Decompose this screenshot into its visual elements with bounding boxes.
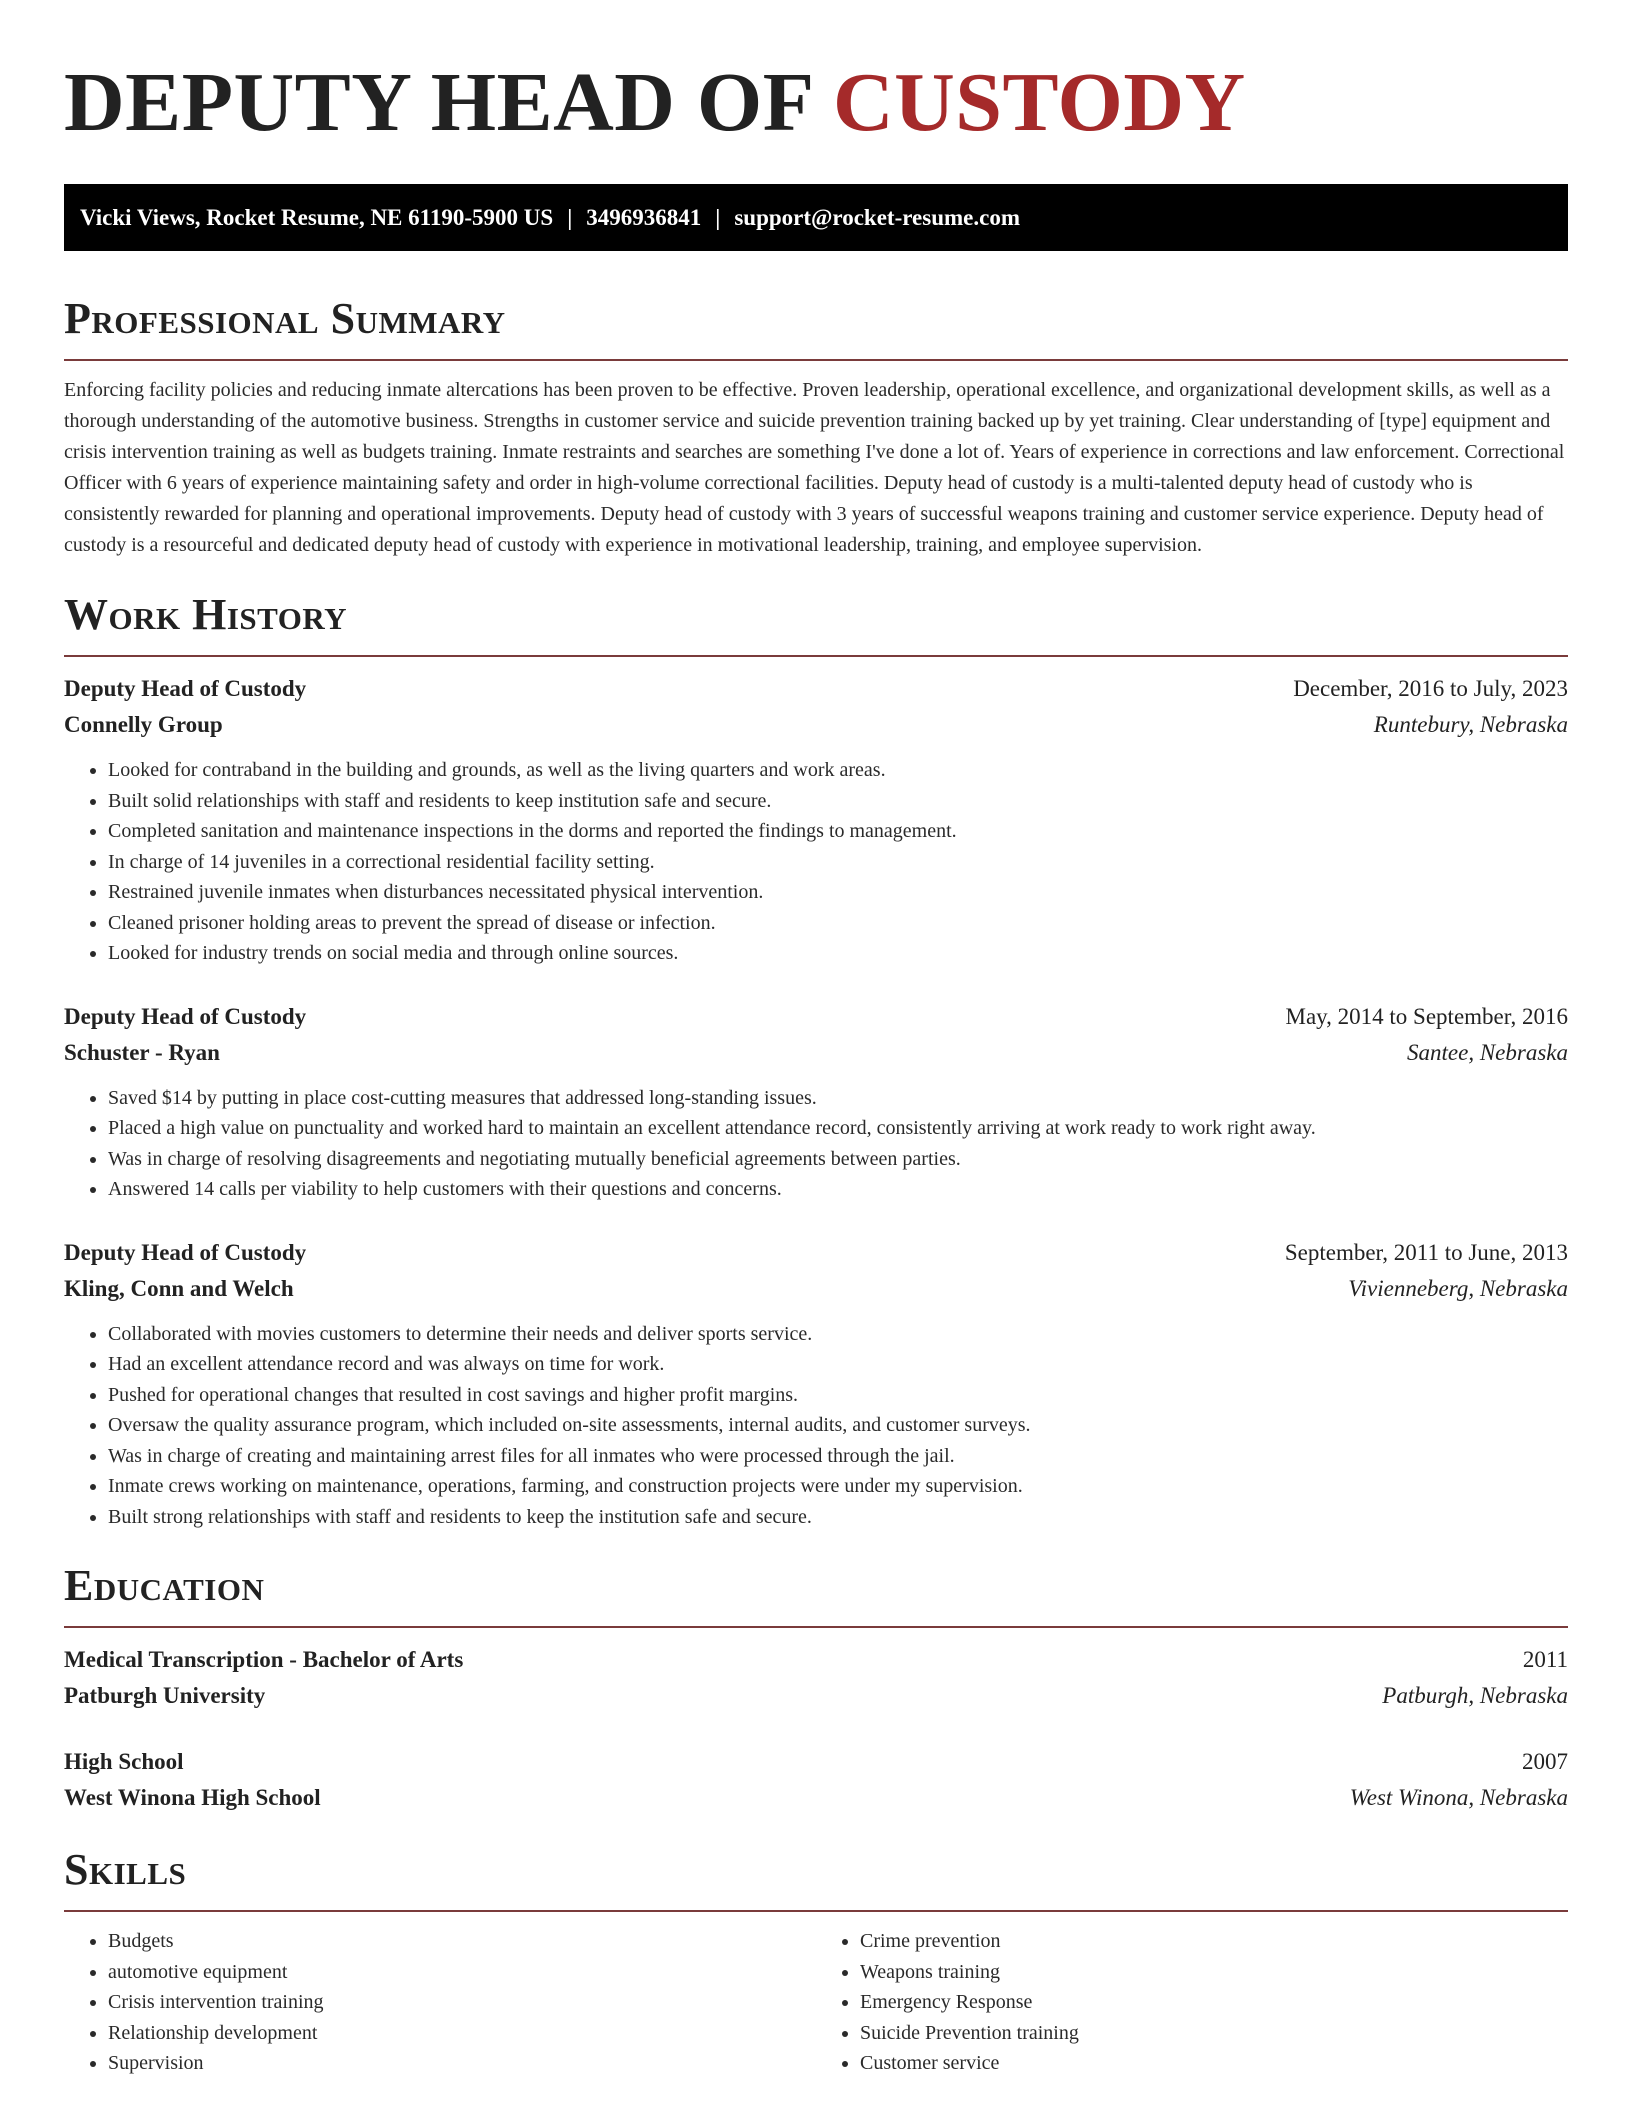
- resume-title-accent: CUSTODY: [832, 56, 1246, 149]
- skills-heading: Skills: [64, 1845, 187, 1894]
- education-school: West Winona High School: [64, 1785, 321, 1810]
- job-duty-item: • Oversaw the quality assurance program, which included on-site assessments, internal audits, and customer surveys.: [108, 1410, 1568, 1441]
- job-duty-item: • Looked for industry trends on social media and through online sources.: [108, 938, 1568, 969]
- job-title: Deputy Head of Custody: [64, 1003, 307, 1029]
- skills-column-left: [64, 1916, 816, 2079]
- contact-address: Vicki Views, Rocket Resume, NE 61190-5900 US: [80, 204, 554, 230]
- summary-heading: Professional Summary: [64, 294, 506, 343]
- job-company: Kling, Conn and Welch: [64, 1275, 294, 1301]
- summary-section: [64, 295, 1568, 561]
- job-duties-list: [64, 755, 1568, 969]
- job-duty-item: • Was in charge of resolving disagreements and negotiating mutually beneficial agreements between parties.: [108, 1144, 1568, 1175]
- skill-item: • Crisis intervention training: [108, 1987, 816, 2018]
- education-header-row: [64, 1744, 1568, 1780]
- skill-item: • Supervision: [108, 2048, 816, 2079]
- skill-item: • Emergency Response: [860, 1987, 1568, 2018]
- job-company: Schuster - Ryan: [64, 1039, 220, 1065]
- job-dates: May, 2014 to September, 2016: [1285, 1003, 1568, 1029]
- job-header-row: [64, 1235, 1568, 1271]
- education-list: [64, 1642, 1568, 1816]
- section-divider: [64, 1626, 1568, 1628]
- section-divider: [64, 1910, 1568, 1912]
- section-divider: [64, 655, 1568, 657]
- job-duty-item: • Built strong relationships with staff and residents to keep the institution safe and secure.: [108, 1502, 1568, 1533]
- education-school-row: [64, 1678, 1568, 1714]
- contact-separator: |: [715, 204, 721, 230]
- work-history-heading: Work History: [64, 590, 348, 639]
- skills-list-left: [64, 1926, 816, 2079]
- job-duty-item: • Had an excellent attendance record and was always on time for work.: [108, 1349, 1568, 1380]
- skill-item: • Budgets: [108, 1926, 816, 1957]
- job-location: Runtebury, Nebraska: [1373, 712, 1568, 737]
- job-company-row: [64, 1035, 1568, 1071]
- resume-title: [64, 56, 1568, 150]
- job-duty-item: • In charge of 14 juveniles in a correctional residential facility setting.: [108, 847, 1568, 878]
- contact-separator: |: [567, 204, 573, 230]
- education-school-row: [64, 1780, 1568, 1816]
- skill-item: • Suicide Prevention training: [860, 2018, 1568, 2049]
- education-entry: [64, 1642, 1568, 1714]
- job-entry: [64, 671, 1568, 969]
- skills-grid: [64, 1916, 1568, 2079]
- summary-text: Enforcing facility policies and reducing inmate altercations has been proven to be effective. Proven leadership, operational excellence, and organizational development skills, as well as a thorough understanding of the automotive business. Strengths in customer service and suicide prevention training backed up by yet training. Clear understanding of [type] equipment and crisis intervention training as well as budgets training. Inmate restraints and searches are something I've done a lot of. Years of experience in corrections and law enforcement. Correctional Officer with 6 years of experience maintaining safety and order in high-volume correctional facilities. Deputy head of custody is a multi-talented deputy head of custody who is consistently rewarded for planning and operational improvements. Deputy head of custody with 3 years of successful weapons training and customer service experience. Deputy head of custody is a resourceful and dedicated deputy head of custody with experience in motivational leadership, training, and employee supervision.: [64, 379, 1565, 556]
- job-location: Santee, Nebraska: [1407, 1039, 1568, 1065]
- jobs-list: [64, 671, 1568, 1532]
- skill-item: • automotive equipment: [108, 1957, 816, 1988]
- job-title: Deputy Head of Custody: [64, 676, 307, 701]
- job-duty-item: • Restrained juvenile inmates when disturbances necessitated physical intervention.: [108, 877, 1568, 908]
- job-duty-item: • Inmate crews working on maintenance, operations, farming, and construction projects were under my supervision.: [108, 1471, 1568, 1502]
- job-header-row: [64, 671, 1568, 707]
- education-year: 2011: [1522, 1647, 1568, 1672]
- skills-section: [64, 1846, 1568, 2079]
- job-duty-item: • Looked for contraband in the building and grounds, as well as the living quarters and work areas.: [108, 755, 1568, 786]
- job-duty-item: • Saved $14 by putting in place cost-cutting measures that addressed long-standing issues.: [108, 1083, 1568, 1114]
- job-entry: [64, 999, 1568, 1205]
- section-divider: [64, 359, 1568, 361]
- skill-item: • Customer service: [860, 2048, 1568, 2079]
- skill-item: • Crime prevention: [860, 1926, 1568, 1957]
- job-duty-item: • Built solid relationships with staff and residents to keep institution safe and secure.: [108, 786, 1568, 817]
- contact-phone: 3496936841: [586, 204, 702, 230]
- job-duty-item: • Was in charge of creating and maintaining arrest files for all inmates who were processed through the jail.: [108, 1441, 1568, 1472]
- job-entry: [64, 1235, 1568, 1533]
- job-duty-item: • Placed a high value on punctuality and worked hard to maintain an excellent attendance record, consistently arriving at work ready to work right away.: [108, 1113, 1568, 1144]
- education-heading: Education: [64, 1561, 265, 1610]
- skill-item: • Relationship development: [108, 2018, 816, 2049]
- job-company-row: [64, 707, 1568, 743]
- job-duty-item: • Answered 14 calls per viability to help customers with their questions and concerns.: [108, 1174, 1568, 1205]
- skills-column-right: [816, 1916, 1568, 2079]
- skills-list-right: [816, 1926, 1568, 2079]
- education-year: 2007: [1522, 1749, 1568, 1774]
- education-degree: Medical Transcription - Bachelor of Arts: [64, 1647, 464, 1672]
- education-section: [64, 1562, 1568, 1816]
- job-dates: September, 2011 to June, 2013: [1284, 1239, 1568, 1265]
- resume-title-main: DEPUTY HEAD OF: [64, 56, 833, 149]
- job-duty-item: • Completed sanitation and maintenance inspections in the dorms and reported the findings to management.: [108, 816, 1568, 847]
- contact-bar: [64, 184, 1568, 251]
- skill-item: • Weapons training: [860, 1957, 1568, 1988]
- education-degree: High School: [64, 1749, 184, 1774]
- education-school: Patburgh University: [64, 1683, 266, 1708]
- job-duties-list: [64, 1083, 1568, 1205]
- education-location: West Winona, Nebraska: [1349, 1785, 1568, 1810]
- job-duty-item: • Collaborated with movies customers to determine their needs and deliver sports service.: [108, 1319, 1568, 1350]
- job-company: Connelly Group: [64, 712, 223, 737]
- job-header-row: [64, 999, 1568, 1035]
- job-duties-list: [64, 1319, 1568, 1533]
- job-duty-item: • Cleaned prisoner holding areas to prevent the spread of disease or infection.: [108, 908, 1568, 939]
- education-entry: [64, 1744, 1568, 1816]
- job-dates: December, 2016 to July, 2023: [1293, 676, 1568, 701]
- work-history-section: [64, 591, 1568, 1532]
- education-location: Patburgh, Nebraska: [1382, 1683, 1568, 1708]
- education-header-row: [64, 1642, 1568, 1678]
- job-duty-item: • Pushed for operational changes that resulted in cost savings and higher profit margins.: [108, 1380, 1568, 1411]
- job-location: Vivienneberg, Nebraska: [1348, 1275, 1568, 1301]
- job-title: Deputy Head of Custody: [64, 1239, 307, 1265]
- job-company-row: [64, 1271, 1568, 1307]
- contact-email: support@rocket-resume.com: [734, 204, 1020, 230]
